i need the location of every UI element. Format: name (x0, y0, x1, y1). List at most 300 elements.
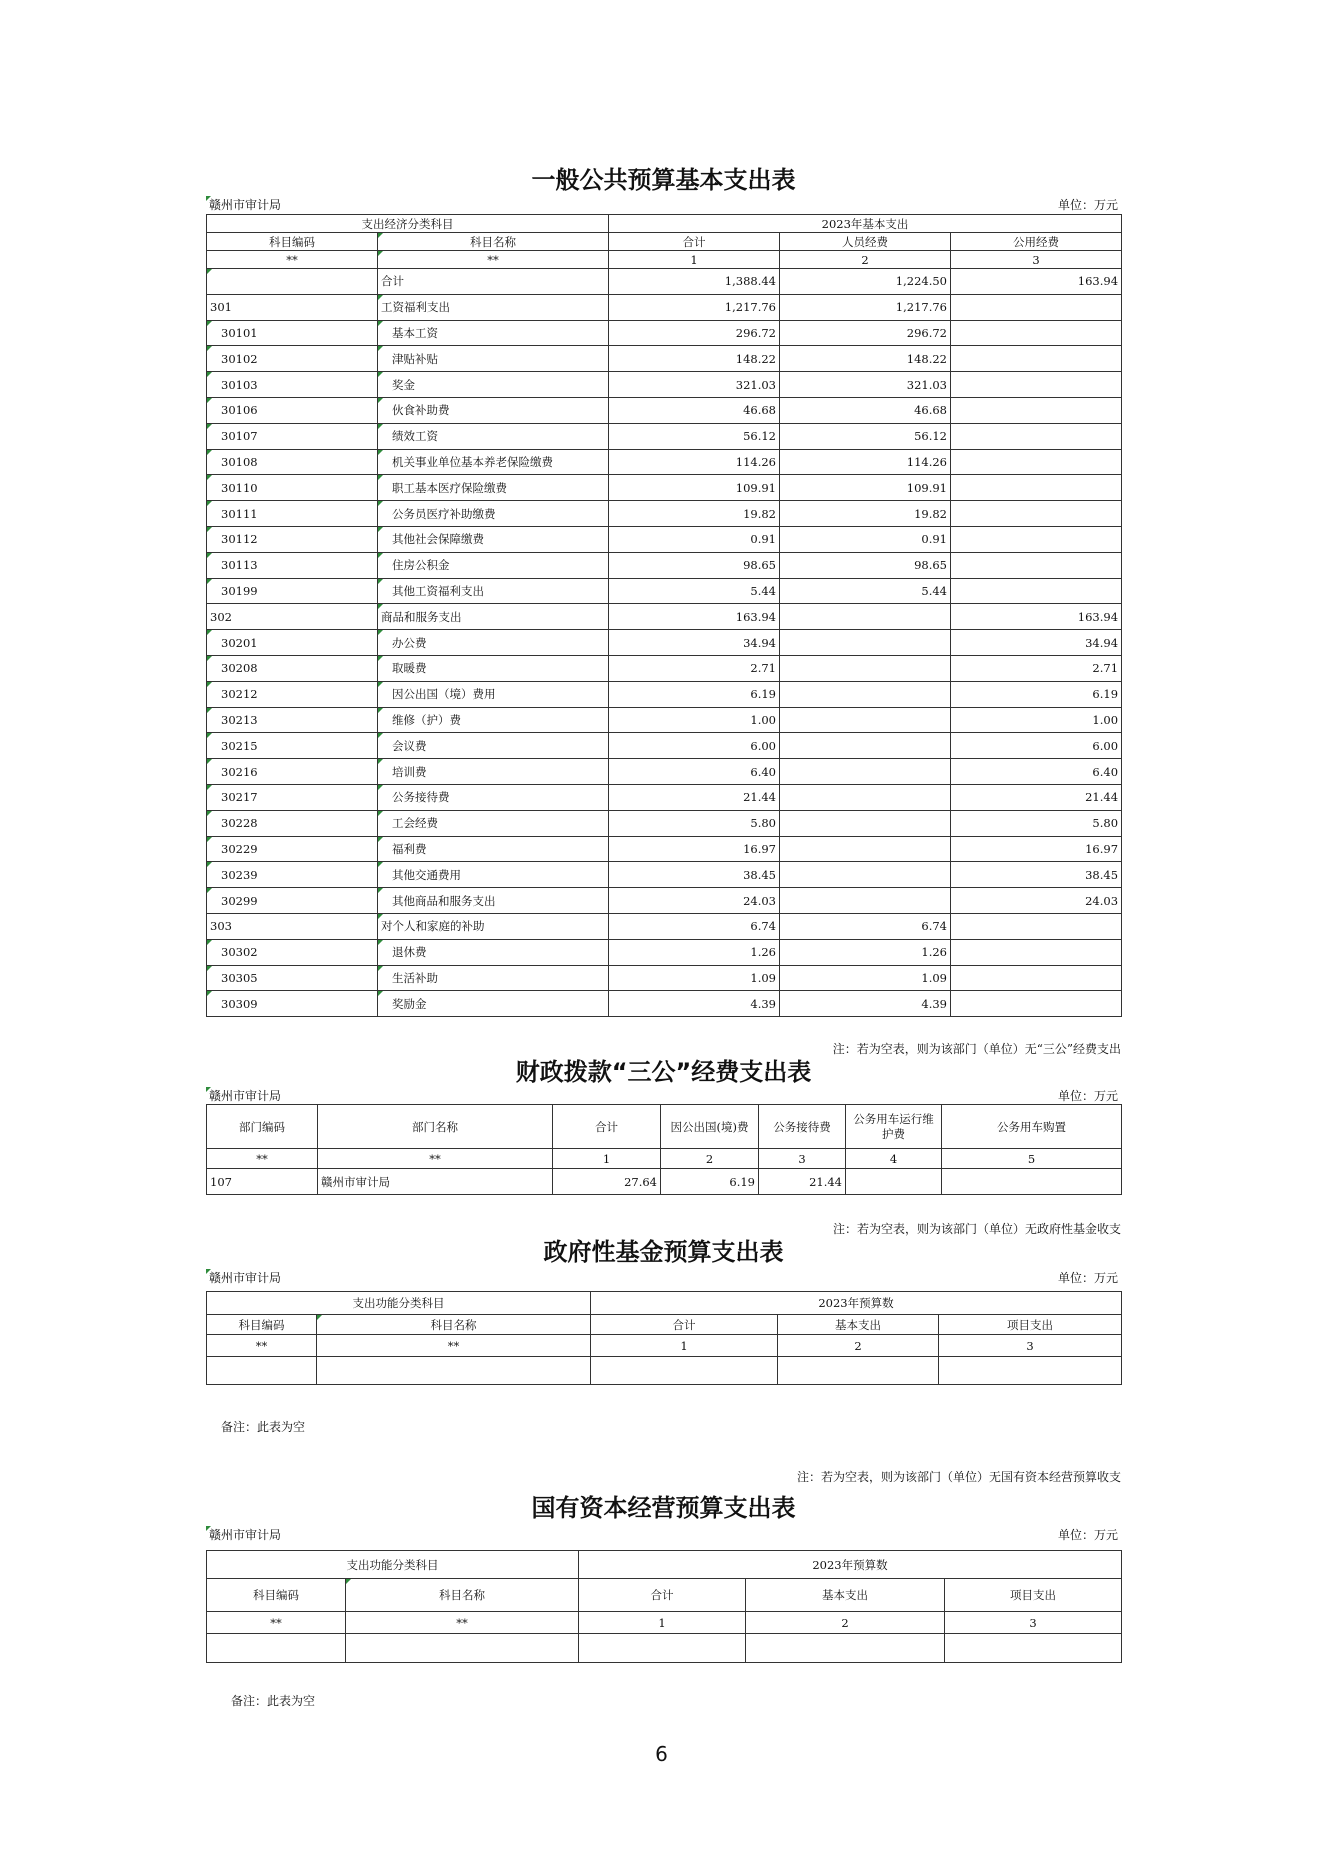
table1-public-cell (951, 552, 1122, 578)
table2-index-cell: ** (318, 1149, 553, 1169)
table4-empty-cell (346, 1634, 579, 1663)
green-marker-icon (207, 501, 212, 506)
table1-code-cell: 30113 (207, 552, 378, 578)
table4-header-code: 科目编码 (207, 1579, 346, 1612)
table1-name-cell: 其他工资福利支出 (378, 578, 609, 604)
table3-header-basic: 基本支出 (778, 1315, 939, 1335)
table1-code-cell: 30215 (207, 733, 378, 759)
table1-code-cell: 30305 (207, 965, 378, 991)
green-marker-icon (378, 501, 383, 506)
table1-total-cell: 21.44 (609, 784, 780, 810)
table1-name-cell: 津贴补贴 (378, 346, 609, 372)
table4-index-cell: 3 (945, 1612, 1122, 1634)
table-row (207, 346, 1122, 372)
table1-code-cell: 30102 (207, 346, 378, 372)
table-row (207, 939, 1122, 965)
table3-index-cell: 3 (939, 1335, 1122, 1357)
table1-public-cell (951, 501, 1122, 527)
table2-header-vehicle-run: 公务用车运行维护费 (846, 1105, 942, 1149)
table1-code-cell: 30111 (207, 501, 378, 527)
table1-index-cell: 2 (780, 251, 951, 269)
green-marker-icon (207, 372, 212, 377)
table1-personnel-cell: 0.91 (780, 526, 951, 552)
table1-public-cell: 24.03 (951, 888, 1122, 914)
table1-total-cell: 1.09 (609, 965, 780, 991)
table4-group-left: 支出功能分类科目 (207, 1551, 579, 1579)
green-marker-icon (378, 811, 383, 816)
table1-name-cell: 机关事业单位基本养老保险缴费 (378, 449, 609, 475)
green-marker-icon (207, 579, 212, 584)
table1-org: 赣州市审计局 (209, 198, 282, 212)
table1-code-cell: 30208 (207, 655, 378, 681)
green-marker-icon (317, 1315, 322, 1320)
table1-group-left: 支出经济分类科目 (207, 215, 609, 233)
green-marker-icon (378, 346, 383, 351)
table4-header-total: 合计 (579, 1579, 746, 1612)
table1-code-cell: 30228 (207, 810, 378, 836)
page-number: 6 (655, 1742, 668, 1766)
green-marker-icon (378, 604, 383, 609)
government-fund-budget-table (206, 1291, 1122, 1385)
table1-total-cell: 2.71 (609, 655, 780, 681)
table1-personnel-cell: 1,217.76 (780, 294, 951, 320)
table1-public-cell: 5.80 (951, 810, 1122, 836)
table1-public-cell (951, 913, 1122, 939)
table4-group-right: 2023年预算数 (579, 1551, 1122, 1579)
table4-header-basic: 基本支出 (746, 1579, 945, 1612)
table1-personnel-cell: 5.44 (780, 578, 951, 604)
table1-total-cell: 163.94 (609, 604, 780, 630)
table2-header-total: 合计 (553, 1105, 661, 1149)
green-marker-icon (378, 862, 383, 867)
table1-group-right: 2023年基本支出 (609, 215, 1122, 233)
table1-public-cell: 6.00 (951, 733, 1122, 759)
table1-name-cell: 其他交通费用 (378, 862, 609, 888)
table1-total-cell: 56.12 (609, 423, 780, 449)
table3-empty-cell (778, 1357, 939, 1385)
table1-public-cell: 1.00 (951, 707, 1122, 733)
table1-personnel-cell: 1.26 (780, 939, 951, 965)
table1-code-cell: 30299 (207, 888, 378, 914)
green-marker-icon (207, 837, 212, 842)
table2-reception-cell: 21.44 (759, 1169, 846, 1195)
table1-name-cell: 工会经费 (378, 810, 609, 836)
table2-index-cell: 5 (942, 1149, 1122, 1169)
table1-total-cell: 46.68 (609, 397, 780, 423)
table1-total-cell: 34.94 (609, 630, 780, 656)
table1-total-cell: 6.19 (609, 681, 780, 707)
table4-header-project: 项目支出 (945, 1579, 1122, 1612)
green-marker-icon (378, 630, 383, 635)
green-marker-icon (378, 888, 383, 893)
table4-index-cell: 2 (746, 1612, 945, 1634)
table-row (207, 1357, 1122, 1385)
table1-personnel-cell: 148.22 (780, 346, 951, 372)
table3-empty-cell (591, 1357, 778, 1385)
table1-code-cell (207, 269, 378, 295)
green-marker-icon (207, 966, 212, 971)
table-row (207, 397, 1122, 423)
table1-public-cell: 6.40 (951, 759, 1122, 785)
table3-header-total: 合计 (591, 1315, 778, 1335)
table2-title: 财政拨款“三公”经费支出表 (515, 1058, 812, 1086)
table1-code-cell: 30110 (207, 475, 378, 501)
table1-personnel-cell (780, 759, 951, 785)
table1-personnel-cell: 4.39 (780, 991, 951, 1017)
table1-body (207, 269, 1122, 1017)
table-row (207, 1634, 1122, 1663)
table1-public-cell (951, 320, 1122, 346)
table1-public-cell (951, 965, 1122, 991)
green-marker-icon (207, 475, 212, 480)
green-marker-icon (207, 811, 212, 816)
table1-index-cell: 1 (609, 251, 780, 269)
table4-index-cell: 1 (579, 1612, 746, 1634)
table1-public-cell: 163.94 (951, 604, 1122, 630)
table1-name-cell: 商品和服务支出 (378, 604, 609, 630)
table1-public-cell (951, 991, 1122, 1017)
table1-name-cell: 对个人和家庭的补助 (378, 913, 609, 939)
table1-total-cell: 6.74 (609, 913, 780, 939)
table4-unit: 单位：万元 (1057, 1528, 1118, 1542)
table1-personnel-cell (780, 810, 951, 836)
table-row (207, 991, 1122, 1017)
table1-code-cell: 30101 (207, 320, 378, 346)
table3-empty-cell (207, 1357, 317, 1385)
green-marker-icon (378, 656, 383, 661)
table1-public-cell (951, 578, 1122, 604)
table3-org: 赣州市审计局 (209, 1271, 282, 1285)
green-marker-icon (207, 785, 212, 790)
table1-personnel-cell: 1.09 (780, 965, 951, 991)
green-marker-icon (378, 708, 383, 713)
table1-total-cell: 24.03 (609, 888, 780, 914)
table1-name-cell: 因公出国（境）费用 (378, 681, 609, 707)
table1-code-cell: 30107 (207, 423, 378, 449)
table1-personnel-cell: 114.26 (780, 449, 951, 475)
table-row (207, 681, 1122, 707)
table1-code-cell: 30229 (207, 836, 378, 862)
table4-title: 国有资本经营预算支出表 (531, 1494, 796, 1522)
table1-index-cell: ** (378, 251, 609, 269)
table-row (207, 707, 1122, 733)
table2-note: 注：若为空表，则为该部门（单位）无政府性基金收支 (832, 1222, 1121, 1236)
table-row (207, 836, 1122, 862)
table3-empty-cell (317, 1357, 591, 1385)
table3-group-right: 2023年预算数 (591, 1292, 1122, 1315)
green-marker-icon (207, 991, 212, 996)
green-marker-icon (378, 233, 383, 238)
table2-abroad-cell: 6.19 (661, 1169, 759, 1195)
green-marker-icon (207, 398, 212, 403)
green-marker-icon (378, 372, 383, 377)
table3-unit: 单位：万元 (1057, 1271, 1118, 1285)
table1-name-cell: 绩效工资 (378, 423, 609, 449)
table1-meta (206, 196, 1121, 214)
table-row (207, 526, 1122, 552)
table1-name-cell: 维修（护）费 (378, 707, 609, 733)
table1-total-cell: 296.72 (609, 320, 780, 346)
table-row (207, 552, 1122, 578)
green-marker-icon (207, 888, 212, 893)
green-marker-icon (207, 630, 212, 635)
three-public-expenses-table (206, 1104, 1122, 1195)
table-row (207, 862, 1122, 888)
table1-total-cell: 1,217.76 (609, 294, 780, 320)
table1-code-cell: 30216 (207, 759, 378, 785)
table2-header-abroad: 因公出国(境)费 (661, 1105, 759, 1149)
table1-name-cell: 福利费 (378, 836, 609, 862)
table2-index-cell: ** (207, 1149, 318, 1169)
table1-name-cell: 基本工资 (378, 320, 609, 346)
green-marker-icon (207, 862, 212, 867)
green-marker-icon (378, 450, 383, 455)
table1-total-cell: 0.91 (609, 526, 780, 552)
table4-index-cell: ** (207, 1612, 346, 1634)
green-marker-icon (207, 759, 212, 764)
table1-name-cell: 其他商品和服务支出 (378, 888, 609, 914)
table1-code-cell: 30112 (207, 526, 378, 552)
table3-index-cell: ** (207, 1335, 317, 1357)
table1-name-cell: 其他社会保障缴费 (378, 526, 609, 552)
green-marker-icon (378, 553, 383, 558)
table-row (207, 320, 1122, 346)
green-marker-icon (378, 733, 383, 738)
table-row (207, 913, 1122, 939)
table1-code-cell: 30199 (207, 578, 378, 604)
green-marker-icon (346, 1579, 351, 1584)
table1-total-cell: 1.00 (609, 707, 780, 733)
table1-personnel-cell (780, 888, 951, 914)
table1-total-cell: 5.80 (609, 810, 780, 836)
table4-org: 赣州市审计局 (209, 1528, 282, 1542)
table1-public-cell: 16.97 (951, 836, 1122, 862)
table1-name-cell: 公务接待费 (378, 784, 609, 810)
table1-name-cell: 生活补助 (378, 965, 609, 991)
table-row (207, 423, 1122, 449)
green-marker-icon (378, 251, 383, 256)
table1-personnel-cell: 109.91 (780, 475, 951, 501)
green-marker-icon (207, 656, 212, 661)
green-marker-icon (378, 682, 383, 687)
table3-empty-cell (939, 1357, 1122, 1385)
table4-header-name: 科目名称 (346, 1579, 579, 1612)
table1-total-cell: 16.97 (609, 836, 780, 862)
table3-group-left: 支出功能分类科目 (207, 1292, 591, 1315)
green-marker-icon (378, 914, 383, 919)
table1-name-cell: 办公费 (378, 630, 609, 656)
table-row (207, 294, 1122, 320)
table1-name-cell: 退休费 (378, 939, 609, 965)
table1-total-cell: 114.26 (609, 449, 780, 475)
table1-public-cell: 6.19 (951, 681, 1122, 707)
table1-name-cell: 奖励金 (378, 991, 609, 1017)
table1-personnel-cell (780, 784, 951, 810)
table2-name-cell: 赣州市审计局 (318, 1169, 553, 1195)
table-row (207, 578, 1122, 604)
table1-code-cell: 30108 (207, 449, 378, 475)
table1-public-cell (951, 346, 1122, 372)
green-marker-icon (207, 708, 212, 713)
table1-personnel-cell: 56.12 (780, 423, 951, 449)
table4-meta (206, 1526, 1121, 1544)
general-budget-basic-expenditure-table (206, 214, 1122, 1017)
table3-index-cell: ** (317, 1335, 591, 1357)
table1-code-cell: 30239 (207, 862, 378, 888)
table2-index-cell: 1 (553, 1149, 661, 1169)
table1-total-cell: 1,388.44 (609, 269, 780, 295)
green-marker-icon (207, 424, 212, 429)
table2-org: 赣州市审计局 (209, 1089, 282, 1103)
table1-public-cell (951, 397, 1122, 423)
table1-code-cell: 30302 (207, 939, 378, 965)
table2-unit: 单位：万元 (1057, 1089, 1118, 1103)
green-marker-icon (378, 475, 383, 480)
table1-total-cell: 5.44 (609, 578, 780, 604)
table-row (207, 475, 1122, 501)
table-row (207, 372, 1122, 398)
table1-public-cell: 34.94 (951, 630, 1122, 656)
table1-code-cell: 302 (207, 604, 378, 630)
table1-code-cell: 30212 (207, 681, 378, 707)
table1-public-cell (951, 449, 1122, 475)
table1-title: 一般公共预算基本支出表 (531, 166, 796, 194)
table1-total-cell: 321.03 (609, 372, 780, 398)
green-marker-icon (378, 991, 383, 996)
table-row (207, 810, 1122, 836)
green-marker-icon (378, 966, 383, 971)
table1-personnel-cell: 1,224.50 (780, 269, 951, 295)
green-marker-icon (207, 346, 212, 351)
table1-personnel-cell: 321.03 (780, 372, 951, 398)
table1-personnel-cell (780, 655, 951, 681)
table1-personnel-cell: 296.72 (780, 320, 951, 346)
table-row (207, 759, 1122, 785)
green-marker-icon (378, 837, 383, 842)
table2-header-vehicle-buy: 公务用车购置 (942, 1105, 1122, 1149)
table1-public-cell (951, 475, 1122, 501)
table1-header-code: 科目编码 (207, 233, 378, 251)
table2-header-name: 部门名称 (318, 1105, 553, 1149)
table1-personnel-cell (780, 836, 951, 862)
table1-name-cell: 工资福利支出 (378, 294, 609, 320)
table1-total-cell: 98.65 (609, 552, 780, 578)
table1-index-cell: 3 (951, 251, 1122, 269)
table3-header-project: 项目支出 (939, 1315, 1122, 1335)
table1-code-cell: 30217 (207, 784, 378, 810)
green-marker-icon (378, 759, 383, 764)
table-row (207, 965, 1122, 991)
table1-name-cell: 伙食补助费 (378, 397, 609, 423)
table1-personnel-cell (780, 733, 951, 759)
table1-name-cell: 会议费 (378, 733, 609, 759)
table1-total-cell: 4.39 (609, 991, 780, 1017)
table1-header-total: 合计 (609, 233, 780, 251)
table2-total-cell: 27.64 (553, 1169, 661, 1195)
table-row (207, 630, 1122, 656)
table1-personnel-cell: 46.68 (780, 397, 951, 423)
table1-header-personnel: 人员经费 (780, 233, 951, 251)
table1-code-cell: 30103 (207, 372, 378, 398)
table-row (207, 888, 1122, 914)
table3-note: 注：若为空表，则为该部门（单位）无国有资本经营预算收支 (796, 1470, 1121, 1484)
table1-personnel-cell (780, 681, 951, 707)
green-marker-icon (207, 269, 212, 274)
table4-empty-cell (945, 1634, 1122, 1663)
table2-index-cell: 4 (846, 1149, 942, 1169)
table-row (207, 449, 1122, 475)
table2-meta (206, 1087, 1121, 1105)
table1-name-cell: 住房公积金 (378, 552, 609, 578)
table1-personnel-cell (780, 707, 951, 733)
table1-code-cell: 30106 (207, 397, 378, 423)
table1-header-name: 科目名称 (378, 233, 609, 251)
table3-header-code: 科目编码 (207, 1315, 317, 1335)
green-marker-icon (378, 398, 383, 403)
table3-title: 政府性基金预算支出表 (543, 1238, 784, 1266)
green-marker-icon (207, 553, 212, 558)
table1-public-cell: 21.44 (951, 784, 1122, 810)
table1-code-cell: 30201 (207, 630, 378, 656)
table-row (207, 655, 1122, 681)
table1-name-cell: 合计 (378, 269, 609, 295)
green-marker-icon (207, 321, 212, 326)
table1-personnel-cell (780, 630, 951, 656)
table1-code-cell: 303 (207, 913, 378, 939)
table4-empty-cell (579, 1634, 746, 1663)
table4-index-cell: ** (346, 1612, 579, 1634)
table1-public-cell (951, 372, 1122, 398)
table2-header-code: 部门编码 (207, 1105, 318, 1149)
table1-total-cell: 6.00 (609, 733, 780, 759)
green-marker-icon (378, 295, 383, 300)
table2-index-cell: 3 (759, 1149, 846, 1169)
table1-total-cell: 6.40 (609, 759, 780, 785)
table1-personnel-cell: 98.65 (780, 552, 951, 578)
green-marker-icon (378, 527, 383, 532)
table1-code-cell: 301 (207, 294, 378, 320)
state-capital-budget-table (206, 1550, 1122, 1663)
table1-total-cell: 109.91 (609, 475, 780, 501)
table1-total-cell: 19.82 (609, 501, 780, 527)
table-row (207, 501, 1122, 527)
table3-header-name: 科目名称 (317, 1315, 591, 1335)
table2-code-cell: 107 (207, 1169, 318, 1195)
green-marker-icon (378, 940, 383, 945)
green-marker-icon (378, 321, 383, 326)
table3-index-cell: 1 (591, 1335, 778, 1357)
green-marker-icon (378, 424, 383, 429)
table1-name-cell: 奖金 (378, 372, 609, 398)
table1-public-cell (951, 939, 1122, 965)
table1-index-cell: ** (207, 251, 378, 269)
table-row (207, 1169, 1122, 1195)
table1-public-cell: 163.94 (951, 269, 1122, 295)
table1-name-cell: 取暖费 (378, 655, 609, 681)
green-marker-icon (207, 940, 212, 945)
table1-total-cell: 1.26 (609, 939, 780, 965)
table3-index-cell: 2 (778, 1335, 939, 1357)
table2-index-cell: 2 (661, 1149, 759, 1169)
table1-total-cell: 148.22 (609, 346, 780, 372)
table1-public-cell (951, 526, 1122, 552)
table-row (207, 733, 1122, 759)
table4-empty-cell (207, 1634, 346, 1663)
table1-name-cell: 公务员医疗补助缴费 (378, 501, 609, 527)
green-marker-icon (378, 785, 383, 790)
green-marker-icon (207, 450, 212, 455)
table3-meta (206, 1269, 1121, 1287)
